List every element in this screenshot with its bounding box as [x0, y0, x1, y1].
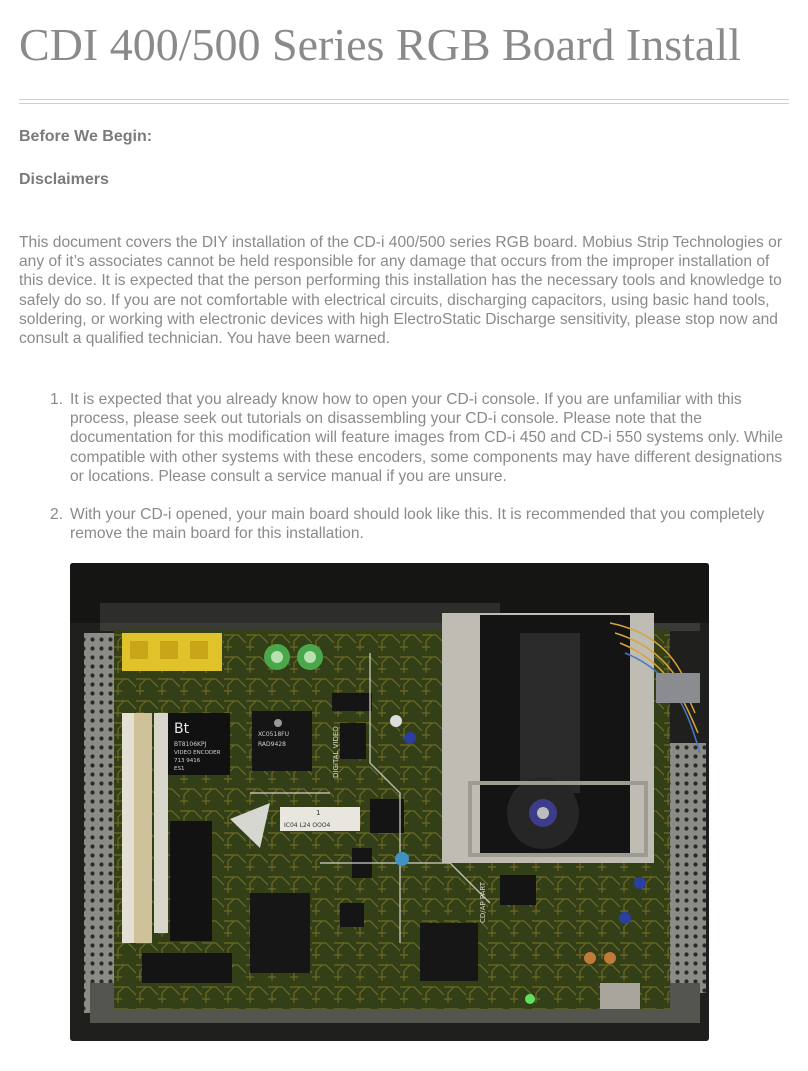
sticker-number: 1	[316, 809, 321, 817]
silk-up-part: UP PART	[160, 904, 168, 933]
page-title: CDI 400/500 Series RGB Board Install	[19, 19, 741, 70]
chip-bt-desc: VIDEO ENCODER	[174, 750, 221, 756]
sticker-code: IC04 L24 OOO4	[284, 822, 331, 829]
chip-bt-rev: ES1	[174, 766, 185, 772]
chip-moto-code: RAD9428	[258, 741, 286, 748]
silk-digital-video: DIGITAL VIDEO	[332, 726, 340, 778]
chip-moto-part: XC0518FU	[258, 731, 289, 738]
disclaimer-paragraph: This document covers the DIY installation of the CD-i 400/500 series RGB board. Mobius Strip Technologies or any of it’s associates cannot be held responsible for any damage that occurs from the improper installation of this device. It is expected that the person performing this installation has the necessary tools and knowledge to safely do so. If you are not comfortable with electrical circuits, discharging capacitors, using basic hand tools, soldering, or working with electronic devices with high ElectroStatic Discharge sensitivity, please stop now and consult a qualified technician. You have been warned.	[19, 234, 783, 348]
title-divider-top	[19, 99, 789, 100]
instruction-step	[19, 390, 789, 486]
step-number: 2.	[50, 506, 64, 524]
chip-bt-part: BT8106KPJ	[174, 741, 207, 748]
step-text: With your CD-i opened, your main board should look like this. It is recommended that you completely remove the main board for this installation.	[70, 506, 765, 543]
instruction-step	[19, 505, 789, 543]
step-number: 1.	[50, 391, 64, 408]
section-heading-disclaimers: Disclaimers	[19, 171, 109, 188]
silk-cd-part: CD/AP PART	[479, 881, 487, 923]
mainboard-illustration	[70, 563, 709, 1041]
chip-bt-code: 713 9416	[174, 758, 201, 764]
title-divider-bottom	[19, 103, 789, 104]
mainboard-photo	[70, 563, 709, 1041]
step-text: It is expected that you already know how to open your CD-i console. If you are unfamiliar with this process, please seek out tutorials on disassembling your CD-i console. Please note that the documentation for this modification will feature images from CD-i 450 and CD-i 550 systems only. While compatible with other systems with these encoders, some components may have different designations or locations. Please consult a service manual if you are unsure.	[70, 391, 783, 485]
chip-bt-brand: Bt	[174, 721, 190, 737]
instruction-steps	[19, 390, 789, 543]
section-heading-before-we-begin: Before We Begin:	[19, 128, 153, 145]
